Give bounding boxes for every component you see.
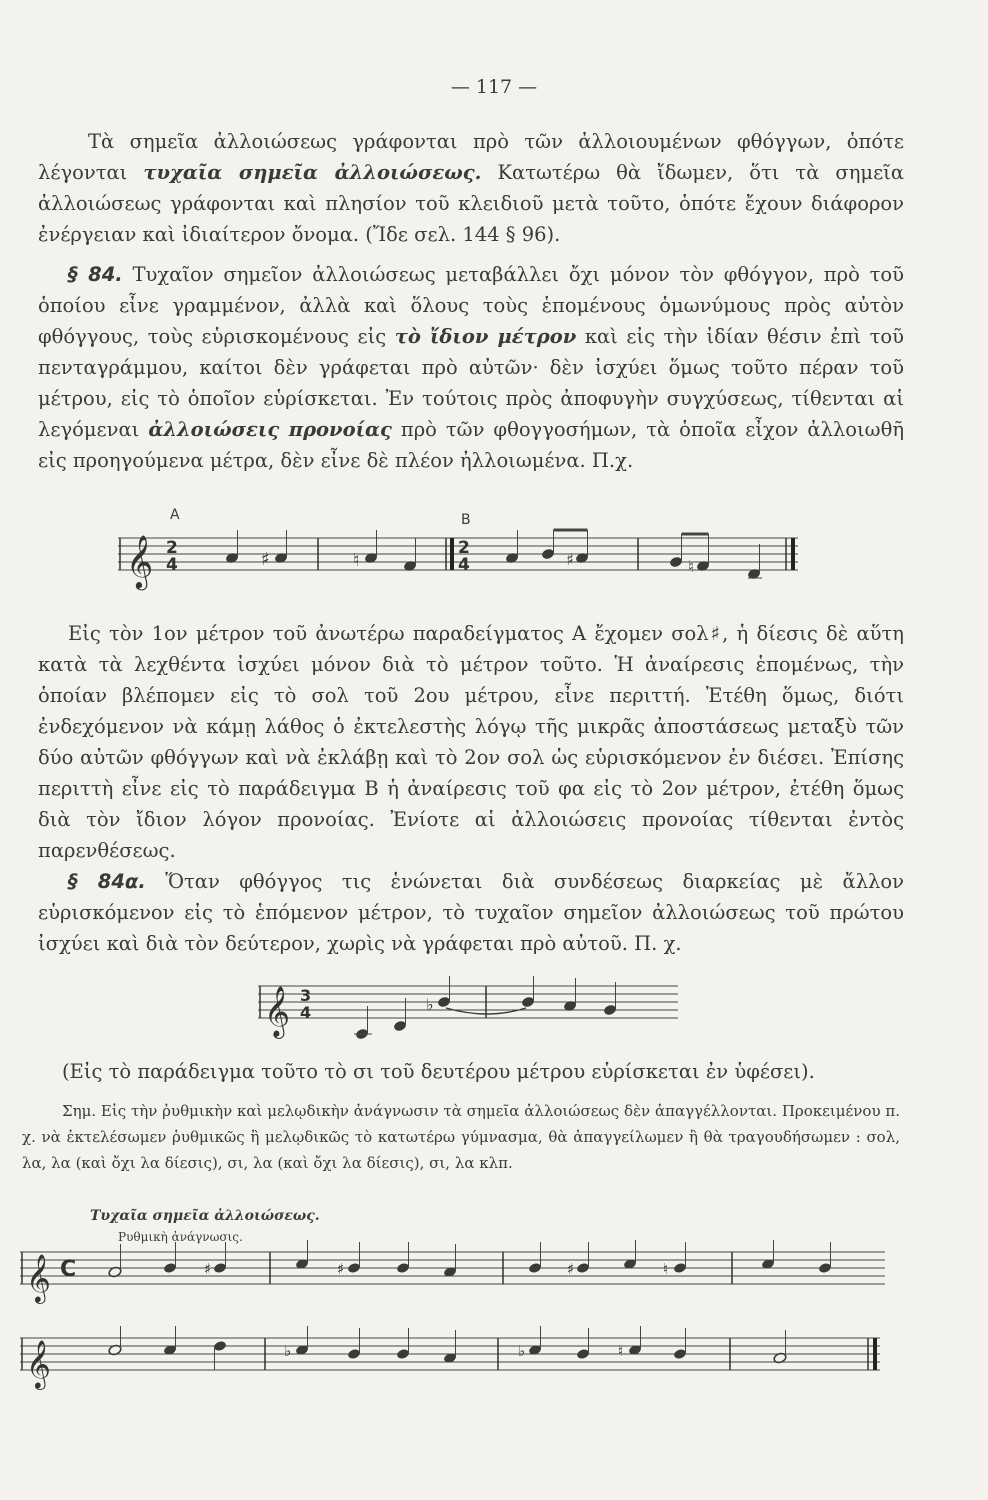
page-number: — 117 — [450,76,538,98]
example-2-staff [258,972,688,1052]
time-den-a: 4 [166,555,178,575]
note-label: Σημ. [62,1102,97,1120]
paragraph-2-text-c: πρὸ τῶν φθογγοσήμων, τὰ ὁποῖα εἶχον ἀλλοιωθῆ εἰς προηγούμενα μέτρα, δὲν εἶνε δὲ πλέον ἠλλοιωμένα. Π.χ. [38,418,904,472]
exercise-title: Τυχαῖα σημεῖα ἀλλοιώσεως. [90,1208,320,1224]
note [22,1098,900,1176]
svg-text:♯: ♯ [567,1260,575,1278]
paragraph-2 [38,259,904,476]
time-num-b: 2 [458,538,470,558]
time-den-2: 4 [300,1003,312,1022]
time-num-2: 3 [300,986,312,1005]
section-84a-label: § 84α. [68,870,146,893]
treble-clef-icon: 𝄞 [26,1339,51,1388]
svg-text:♯: ♯ [204,1260,212,1278]
section-84-label: § 84. [68,263,123,286]
treble-clef-icon: 𝄞 [26,1253,51,1302]
paragraph-2-bold-a: τὸ ἴδιον μέτρον [394,325,577,348]
exercise-staff-2 [20,1326,890,1386]
paragraph-5: (Εἰς τὸ παράδειγμα τοῦτο τὸ σι τοῦ δευτέρου μέτρου εὑρίσκεται ἐν ὑφέσει). [62,1060,815,1083]
example-a-label: A [170,507,180,523]
paragraph-4 [38,866,904,959]
common-time-icon: C [60,1257,77,1282]
paragraph-4-text: Ὅταν φθόγγος τις ἑνώνεται διὰ συνδέσεως διαρκείας μὲ ἄλλον εὑρισκόμενον εἰς τὸ ἑπόμενον μέτρον, τὸ τυχαῖον σημεῖον ἀλλοιώσεως τοῦ πρώτου ἰσχύει καὶ διὰ τὸν δεύτερον, χωρὶς νὰ γράφεται πρὸ αὐτοῦ. Π. χ. [38,870,905,955]
svg-text:♭: ♭ [284,1342,292,1360]
svg-text:♮: ♮ [618,1342,624,1360]
svg-text:♮: ♮ [688,557,694,576]
svg-text:♯: ♯ [261,549,270,570]
paragraph-1-text-a: Τὰ σημεῖα ἀλλοιώσεως γράφονται πρὸ τῶν ἀλλοιουμένων φθόγγων, ὁπότε λέγονται [38,130,904,184]
paragraph-2-text-b: καὶ εἰς τὴν ἰδίαν θέσιν ἐπὶ τοῦ πενταγράμμου, καίτοι δὲν γράφεται πρὸ αὐτῶν· δὲν ἰσχύει ὅμως τοῦτο πέραν τοῦ μέτρου, εἰς τὸ ὁποῖον εὑρίσκεται. Ἐν τούτοις πρὸς ἀποφυγὴν συγχύσεως, τίθενται αἱ λεγόμεναι [38,325,905,441]
svg-text:♮: ♮ [663,1260,669,1278]
time-den-b: 4 [458,555,470,575]
treble-clef-icon: 𝄞 [264,986,291,1037]
paragraph-1-bold: τυχαῖα σημεῖα ἀλλοιώσεως. [143,161,482,184]
svg-text:♯: ♯ [566,550,574,569]
paragraph-2-bold-b: ἀλλοιώσεις προνοίας [148,418,392,441]
svg-text:♭: ♭ [426,995,434,1014]
treble-clef-icon: 𝄞 [126,534,154,588]
exercise-subtitle: Ρυθμικὴ ἀνάγνωσις. [118,1230,243,1244]
paragraph-1 [38,126,904,250]
paragraph-2-text-a: Τυχαῖον σημεῖον ἀλλοιώσεως μεταβάλλει ὄχι μόνον τὸν φθόγγον, πρὸ τοῦ ὁποίου εἶνε γραμμένον, ἀλλὰ καὶ ὅλους τοὺς ἑπομένους ὁμωνύμους πρὸς αὐτὸν φθόγγους, τοὺς εὑρισκομένους εἰς [38,263,904,348]
example-1-staff [118,520,808,590]
note-text: Εἰς τὴν ῥυθμικὴν καὶ μελῳδικὴν ἀνάγνωσιν τὰ σημεῖα ἀλλοιώσεως δὲν ἀπαγγέλλονται. Προκειμένου π. χ. νὰ ἐκτελέσωμεν ῥυθμικῶς ἢ μελῳδικῶς τὸ κατωτέρω γύμνασμα, θὰ ἀπαγγείλωμεν ἢ θὰ τραγουδήσωμεν : σολ, λα, λα (καὶ ὄχι λα δίεσις), σι, λα (καὶ ὄχι λα δίεσις), σι, λα κλπ. [22,1102,900,1172]
exercise-staff-1 [20,1240,890,1300]
svg-text:♯: ♯ [337,1260,345,1278]
example-b-label: B [461,512,471,528]
svg-text:♮: ♮ [353,550,360,571]
paragraph-1-text-b: Κατωτέρω θὰ ἴδωμεν, ὅτι τὰ σημεῖα ἀλλοιώσεως γράφονται καὶ πλησίον τοῦ κλειδιοῦ μετὰ τοῦτο, ὁπότε ἔχουν διάφορον ἐνέργειαν καὶ ἰδιαίτερον ὄνομα. (Ἴδε σελ. 144 § 96). [38,161,904,246]
svg-text:♭: ♭ [518,1342,526,1360]
paragraph-3: Εἰς τὸν 1ον μέτρον τοῦ ἀνωτέρω παραδείγματος Α ἔχομεν σολ♯, ἡ δίεσις δὲ αὕτη κατὰ τὰ λεχθέντα ἰσχύει μόνον διὰ τὸ μέτρον τοῦτο. Ἡ ἀναίρεσις ἑπομένως, τὴν ὁποίαν βλέπομεν εἰς τὸ σολ τοῦ 2ου μέτρου, εἶνε περιττή. Ἐτέθη ὅμως, διότι ἐνδεχόμενον νὰ κάμῃ λάθος ὁ ἐκτελεστὴς λόγῳ τῆς μικρᾶς ἀποστάσεως μεταξὺ τῶν δύο αὐτῶν φθόγγων καὶ νὰ ἐκλάβῃ καὶ τὸ 2ον σολ ὡς εὑρισκόμενον ἐν διέσει. Ἐπίσης περιττὴ εἶνε εἰς τὸ παράδειγμα Β ἡ ἀναίρεσις τοῦ φα εἰς τὸ 2ον μέτρον, ἐτέθη ὅμως διὰ τὸν ἴδιον λόγον προνοίας. Ἐνίοτε αἱ ἀλλοιώσεις προνοίας τίθενται ἐντὸς παρενθέσεως. [38,622,904,862]
time-num-a: 2 [166,538,178,558]
